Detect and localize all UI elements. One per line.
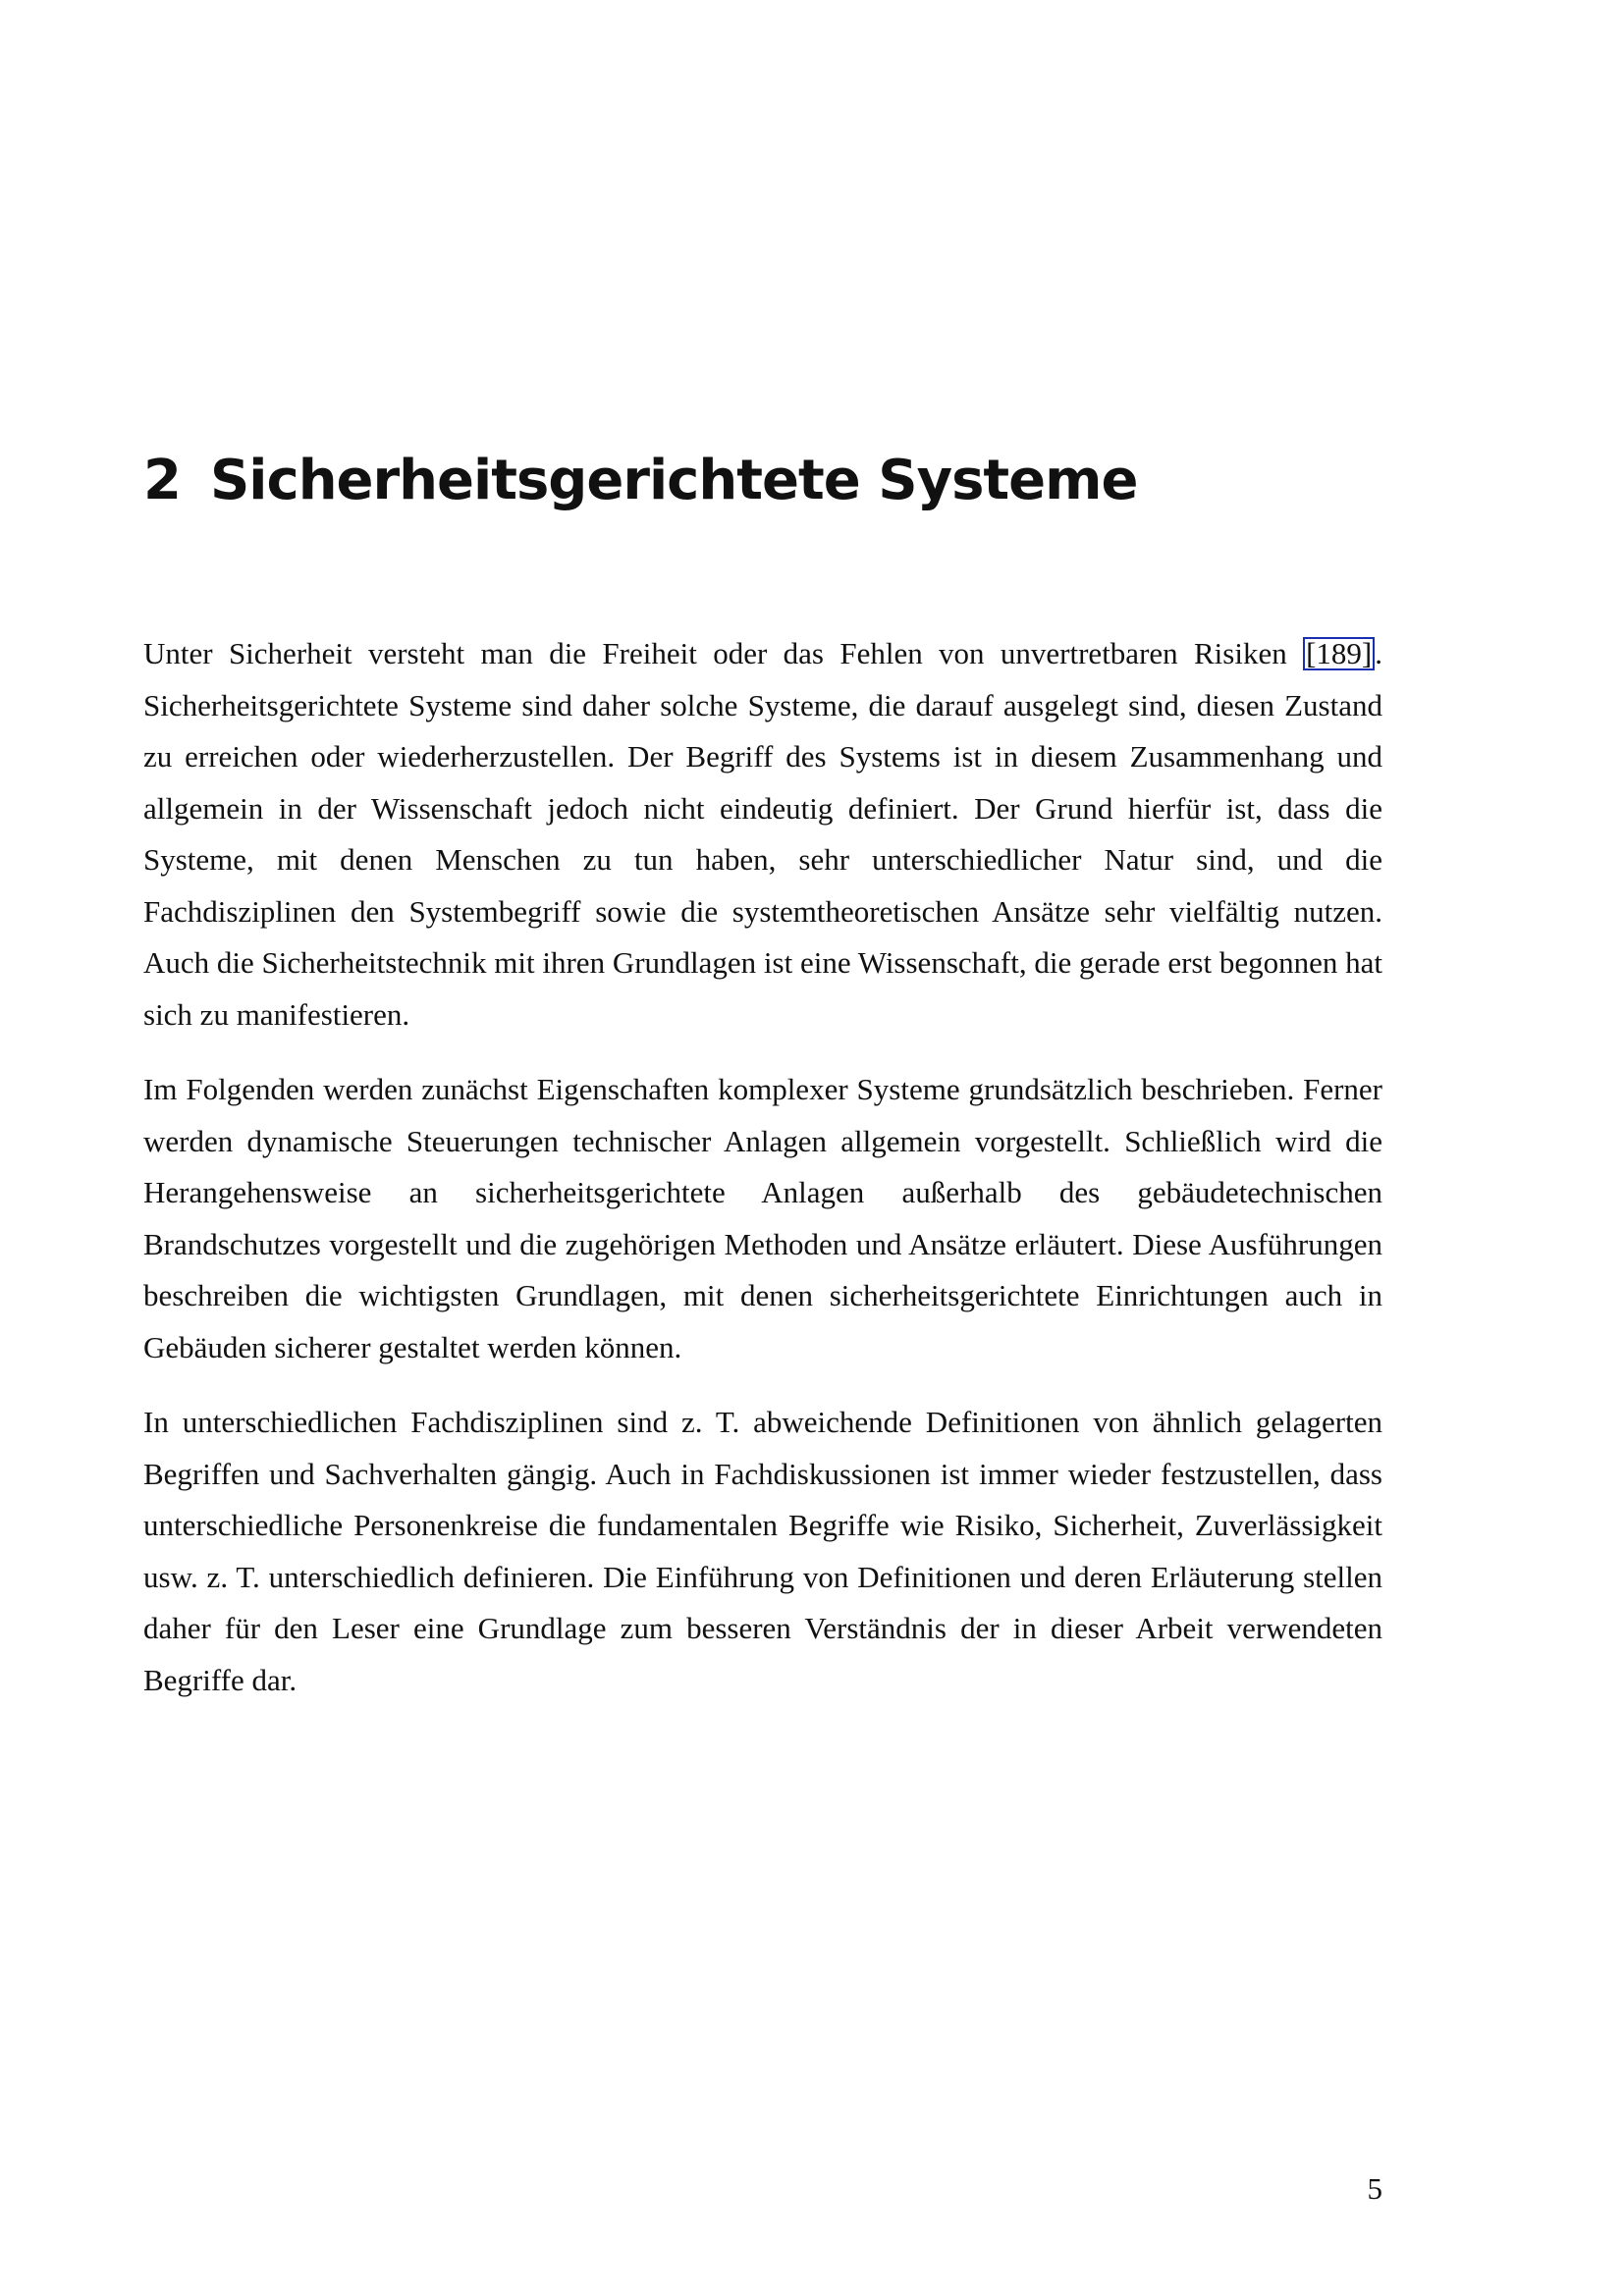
page-number: 5 <box>1367 2171 1382 2206</box>
paragraph-1-text-after: . Sicherheitsgerichtete Systeme sind daher solche Systeme, die darauf ausgelegt sind, diesen Zustand zu erreichen oder wiederherzustellen. Der Begriff des Systems ist in diesem Zusammenhang und allgemein in der Wissenschaft jedoch nicht eindeutig definiert. Der Grund hierfür ist, dass die Systeme, mit denen Menschen zu tun haben, sehr unterschiedlicher Natur sind, und die Fachdisziplinen den Systembegriff sowie die systemtheoretischen Ansätze sehr vielfältig nutzen. Auch die Sicherheitstechnik mit ihren Grundlagen ist eine Wissenschaft, die gerade erst begonnen hat sich zu manifestieren. <box>143 636 1382 1032</box>
chapter-heading <box>143 448 1138 514</box>
body-text <box>143 628 1382 1730</box>
paragraph-3: In unterschiedlichen Fachdisziplinen sind z. T. abweichende Definitionen von ähnlich gelagerten Begriffen und Sachverhalten gängig. Auch in Fachdiskussionen ist immer wieder festzustellen, dass unterschiedliche Personenkreise die fundamentalen Begriffe wie Risiko, Sicherheit, Zuverlässigkeit usw. z. T. unterschiedlich definieren. Die Einführung von Definitionen und deren Erläuterung stellen daher für den Leser eine Grundlage zum besseren Verständnis der in dieser Arbeit verwendeten Begriffe dar. <box>143 1405 1382 1697</box>
citation-link[interactable]: [189] <box>1303 637 1375 670</box>
paragraph-2: Im Folgenden werden zunächst Eigenschaften komplexer Systeme grundsätzlich beschrieben. Ferner werden dynamische Steuerungen technischer Anlagen allgemein vorgestellt. Schließlich wird die Herangehensweise an sicherheitsgerichtete Anlagen außerhalb des gebäudetechnischen Brandschutzes vorgestellt und die zugehörigen Methoden und Ansätze erläutert. Diese Ausführungen beschreiben die wichtigsten Grundlagen, mit denen sicherheitsgerichtete Einrichtungen auch in Gebäuden sicherer gestaltet werden können. <box>143 1072 1382 1364</box>
paragraph-1 <box>143 628 1382 1041</box>
paragraph-1-text-before: Unter Sicherheit versteht man die Freiheit oder das Fehlen von unvertretbaren Risiken <box>143 636 1304 670</box>
chapter-title: Sicherheitsgerichtete Systeme <box>209 449 1138 512</box>
chapter-number: 2 <box>143 449 181 512</box>
